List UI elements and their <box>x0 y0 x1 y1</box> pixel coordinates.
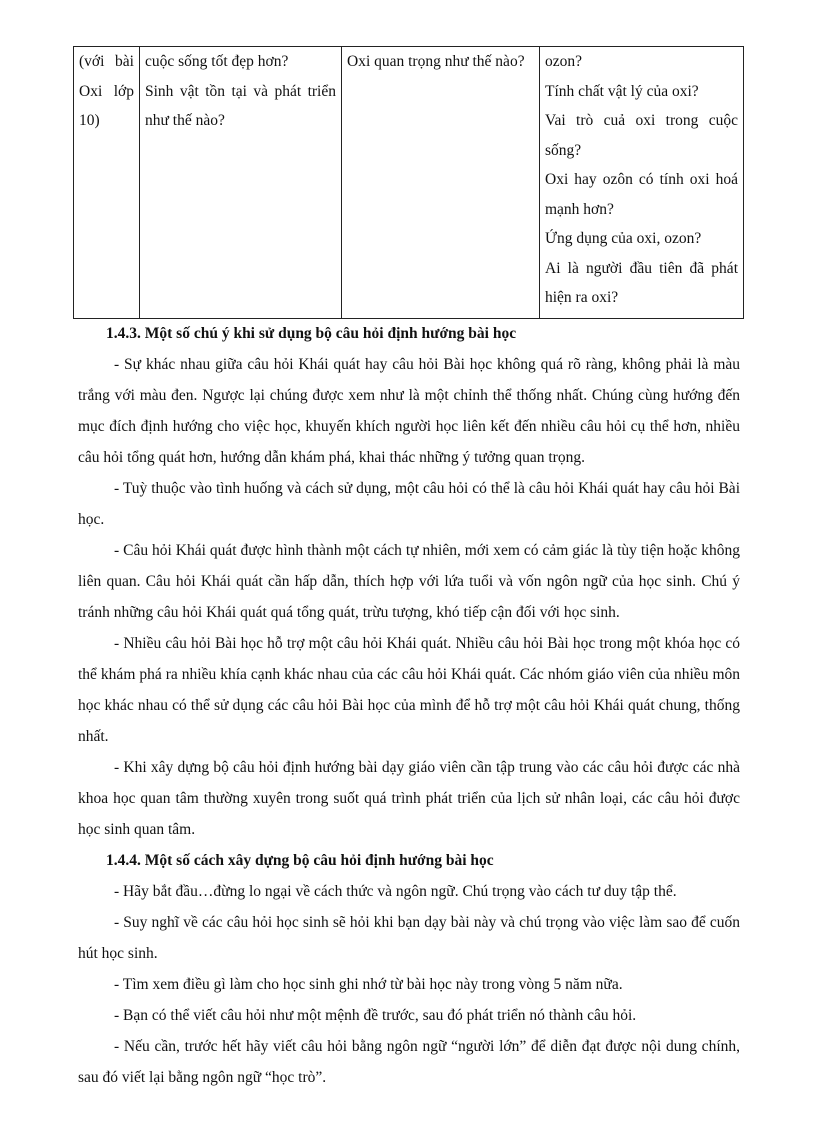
cell-line: (với bài <box>79 53 134 70</box>
table-cell-lesson-questions <box>540 47 744 319</box>
paragraph: - Khi xây dựng bộ câu hỏi định hướng bài dạy giáo viên cần tập trung vào các câu hỏi được các nhà khoa học quan tâm thường xuyên trong suốt quá trình phát triển của lịch sử nhân loại, các câu hỏi được học sinh quan tâm. <box>78 759 740 838</box>
section-heading-1-4-4: 1.4.4. Một số cách xây dựng bộ câu hỏi định hướng bài học <box>106 852 494 869</box>
paragraph: - Hãy bắt đầu…đừng lo ngại về cách thức và ngôn ngữ. Chú trọng vào cách tư duy tập thể. <box>114 883 677 900</box>
table-cell-unit-questions <box>342 47 540 319</box>
table-cell-lesson <box>74 47 140 319</box>
paragraph: - Tìm xem điều gì làm cho học sinh ghi nhớ từ bài học này trong vòng 5 năm nữa. <box>114 976 623 993</box>
cell-line: ozon? <box>545 53 583 70</box>
cell-line: 10) <box>79 112 100 129</box>
table-row <box>74 47 744 319</box>
paragraph: - Câu hỏi Khái quát được hình thành một cách tự nhiên, mới xem có cảm giác là tùy tiện hoặc không liên quan. Câu hỏi Khái quát cần hấp dẫn, thích hợp với lứa tuổi và vốn ngôn ngữ của học sinh. Chú ý tránh những câu hỏi Khái quát quá tổng quát, trừu tượng, khó tiếp cận đối với học sinh. <box>78 542 740 621</box>
cell-line: Ai là người đầu tiên đã phát hiện ra oxi? <box>545 259 738 306</box>
paragraph: - Suy nghĩ về các câu hỏi học sinh sẽ hỏi khi bạn dạy bài này và chú trọng vào việc làm sao để cuốn hút học sinh. <box>78 914 740 962</box>
section-heading-1-4-3: 1.4.3. Một số chú ý khi sử dụng bộ câu hỏi định hướng bài học <box>106 325 517 342</box>
paragraph: - Nếu cần, trước hết hãy viết câu hỏi bằng ngôn ngữ “người lớn” để diễn đạt được nội dung chính, sau đó viết lại bằng ngôn ngữ “học trò”. <box>78 1038 740 1086</box>
paragraph: - Nhiều câu hỏi Bài học hỗ trợ một câu hỏi Khái quát. Nhiều câu hỏi Bài học trong một khóa học có thể khám phá ra nhiều khía cạnh khác nhau của các câu hỏi Khái quát. Các nhóm giáo viên của nhiều môn học khác nhau có thể sử dụng các câu hỏi Bài học của mình để hỗ trợ một câu hỏi Khái quát chung, thống nhất. <box>78 635 740 745</box>
cell-line: cuộc sống tốt đẹp hơn? <box>145 53 289 70</box>
paragraph: - Tuỳ thuộc vào tình huống và cách sử dụng, một câu hỏi có thể là câu hỏi Khái quát hay câu hỏi Bài học. <box>78 480 740 528</box>
cell-line: Oxi lớp <box>79 82 134 100</box>
cell-line: Ứng dụng của oxi, ozon? <box>545 230 702 247</box>
question-table <box>73 46 744 319</box>
cell-line: Oxi hay ozôn có tính oxi hoá mạnh hơn? <box>545 171 738 218</box>
paragraph: - Sự khác nhau giữa câu hỏi Khái quát hay câu hỏi Bài học không quá rõ ràng, không phải là màu trắng với màu đen. Ngược lại chúng được xem như là một chỉnh thể thống nhất. Chúng cùng hướng đến mục đích định hướng cho việc học, khuyến khích người học liên kết đến nhiều câu hỏi cụ thể hơn, nhiều câu hỏi tổng quát hơn, hướng dẫn khám phá, khai thác những ý tưởng quan trọng. <box>78 356 740 466</box>
cell-line: Vai trò cuả oxi trong cuộc sống? <box>545 112 738 159</box>
paragraph: - Bạn có thể viết câu hỏi như một mệnh đề trước, sau đó phát triển nó thành câu hỏi. <box>114 1007 637 1024</box>
cell-line: Tính chất vật lý của oxi? <box>545 82 699 100</box>
cell-line: Sinh vật tồn tại và phát triển như thế nào? <box>145 82 336 129</box>
table-cell-general-questions <box>140 47 342 319</box>
cell-line: Oxi quan trọng như thế nào? <box>347 53 525 70</box>
body-text <box>78 318 740 1093</box>
